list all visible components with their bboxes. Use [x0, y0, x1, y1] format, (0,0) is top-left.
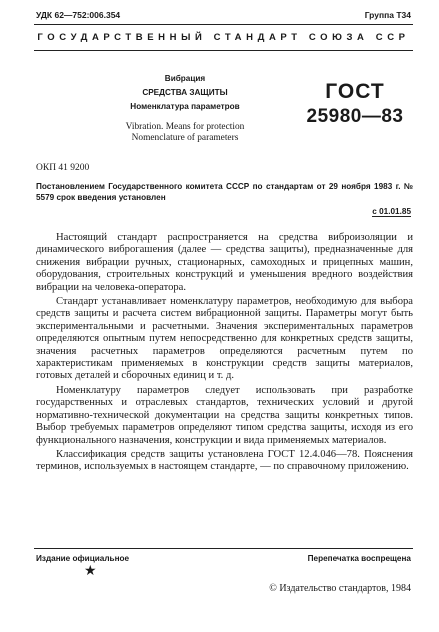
star-icon: ★ [84, 564, 97, 579]
header-rule-top [34, 24, 413, 25]
copyright-notice: © Издательство стандартов, 1984 [269, 583, 411, 594]
okp-code: ОКП 41 9200 [36, 163, 90, 173]
title-topic: Вибрация [164, 74, 206, 83]
gost-designation [300, 80, 410, 128]
footer-rule [34, 548, 413, 549]
title-main: СРЕДСТВА ЗАЩИТЫ [142, 88, 228, 97]
group-code: Группа Т34 [364, 10, 411, 20]
title-block [90, 72, 280, 144]
gost-label: ГОСТ [325, 80, 385, 103]
gost-number: 25980—83 [306, 106, 404, 127]
title-sub: Номенклатура параметров [130, 102, 240, 111]
effective-date [372, 207, 411, 216]
udk-code: УДК 62—752:006.354 [36, 10, 121, 20]
header-rule-bottom [34, 50, 413, 51]
paragraph-scope: Настоящий стандарт распространяется на средства виброизоляции и динамического виброгашения (далее — средства защиты), предназначенные для снижения вибрации ручных, стационарных, самоходных и прицепных машин, оборудования, строительных конструкций и уменьшения вредного воздействия вибрации на человека-оператора. [36, 232, 413, 293]
state-standard-heading: ГОСУДАРСТВЕННЫЙ СТАНДАРТ СОЮЗА ССР [37, 32, 410, 43]
reprint-prohibited-label: Перепечатка воспрещена [307, 554, 411, 563]
title-english-line2: Nomenclature of parameters [131, 133, 239, 143]
effective-date-value: с 01.01.85 [372, 207, 411, 216]
paragraph-usage: Номенклатуру параметров следует использовать при разработке государственных и отраслевых стандартов, технических условий и другой нормативно-технической документации на средства защиты конкретных типов. Выбор требуемых параметров определяют типом средства защиты, исходя из его функционального назначения, конструкции и вида применяемых материалов. [36, 384, 413, 446]
paragraph-nomenclature: Стандарт устанавливает номенклатуру параметров, необходимую для выбора средств защиты и расчета систем вибрационной защиты. Параметры могут быть экспериментальными и расчетными. Значения экспериментальных параметров определяются опытным путем непосредственно для конкретных средств защиты, значения расчетных параметров определяются расчетным путем по характеристикам применяемых в конструкции средств защиты материалов, готовых деталей и сборочных единиц и т. д. [36, 296, 413, 382]
body-text [36, 232, 413, 476]
decree-text: Постановлением Государственного комитета СССР по стандартам от 29 ноября 1983 г. № 5579 срок введения установлен [36, 182, 413, 202]
title-english-line1: Vibration. Means for protection [125, 122, 245, 132]
paragraph-classification: Классификация средств защиты установлена ГОСТ 12.4.046—78. Пояснения терминов, используемых в настоящем стандарте, — по справочному приложению. [36, 448, 413, 473]
official-edition-label: Издание официальное [36, 554, 130, 563]
